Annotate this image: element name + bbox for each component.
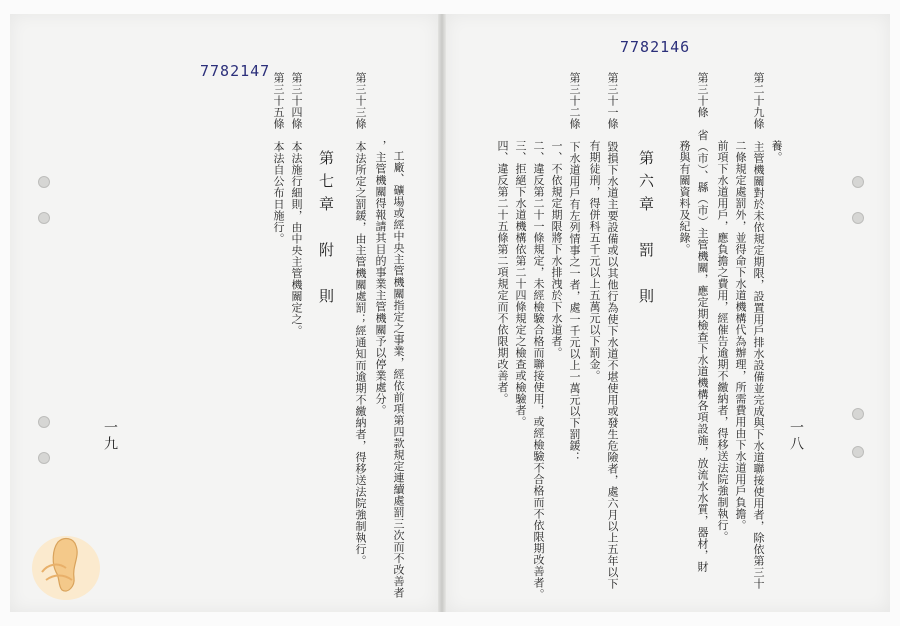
binding-hole — [852, 176, 864, 188]
article-30: 第三十條 省（市）、縣（市）主管機關，應定期檢查下水道機構各項設施，放流水水質，器材，財 — [696, 72, 709, 573]
chapter-heading-6: 第六章 罰 則 — [637, 150, 655, 311]
binding-hole — [38, 212, 50, 224]
archive-seal-icon — [28, 528, 104, 604]
serial-number-left: 7782147 — [200, 62, 271, 80]
right-page — [446, 14, 890, 612]
binding-hole — [852, 212, 864, 224]
article-29: 第二十九條 主管機關對於未依規定期限，設置用戶排水設備並完成與下水道聯接使用者，除依第三十 — [752, 72, 765, 590]
list-item: 四、違反第二十五條第二項規定而不依限期改善者。 — [496, 140, 509, 405]
binding-hole — [852, 408, 864, 420]
list-item: 二、違反第二十一條規定，未經檢驗合格而聯接使用，或經檢驗不合格而不依限期改善者。 — [532, 140, 545, 600]
page-number-right: 一八 — [788, 420, 804, 452]
list-item: 三、拒絕下水道機構依第二十四條規定之檢查或檢驗者。 — [514, 140, 527, 428]
article-35: 第三十五條 本法自公布日施行。 — [272, 72, 285, 245]
binding-hole — [38, 452, 50, 464]
article-31: 第三十一條 毀損下水道主要設備或以其他行為使下水道不堪使用或發生危險者，處六月以上五年以下 — [606, 72, 619, 590]
text-column: 二條規定處罰外，並得命下水道機構代為辦理，所需費用由下水道用戶負擔。 — [734, 140, 747, 531]
text-column: ，主管機關得報請其目的事業主管機關予以停業處分。 — [374, 140, 387, 416]
text-column: 有期徒刑，得併科五千元以上五萬元以下罰金。 — [588, 140, 601, 382]
article-33: 第三十三條 本法所定之罰鍰，由主管機關處罰；經通知而逾期不繳納者，得移送法院強制執行。 — [354, 72, 367, 567]
page-number-left: 一九 — [102, 420, 118, 452]
list-item: 一、不依規定期限將下水排洩於下水道者。 — [550, 140, 563, 359]
article-34: 第三十四條 本法施行細則，由中央主管機關定之。 — [290, 72, 303, 337]
text-column: 工廠、礦場或經中央主管機關指定之事業，經依前項第四款規定連續處罰三次而不改善者 — [392, 150, 405, 599]
text-column: 養。 — [770, 140, 783, 163]
binding-hole — [852, 446, 864, 458]
text-column: 前項下水道用戶，應負擔之費用，經催告逾期不繳納者，得移送法院強制執行。 — [716, 140, 729, 543]
serial-number-right: 7782146 — [620, 38, 691, 56]
book-gutter — [438, 14, 446, 612]
binding-hole — [38, 416, 50, 428]
article-32: 第三十二條 下水道用戶有左列情事之一者，處一千元以上一萬元以下罰鍰： — [568, 72, 581, 463]
text-column: 務與有關資料及紀錄。 — [678, 140, 691, 255]
chapter-heading-7: 第七章 附 則 — [317, 150, 335, 311]
binding-hole — [38, 176, 50, 188]
